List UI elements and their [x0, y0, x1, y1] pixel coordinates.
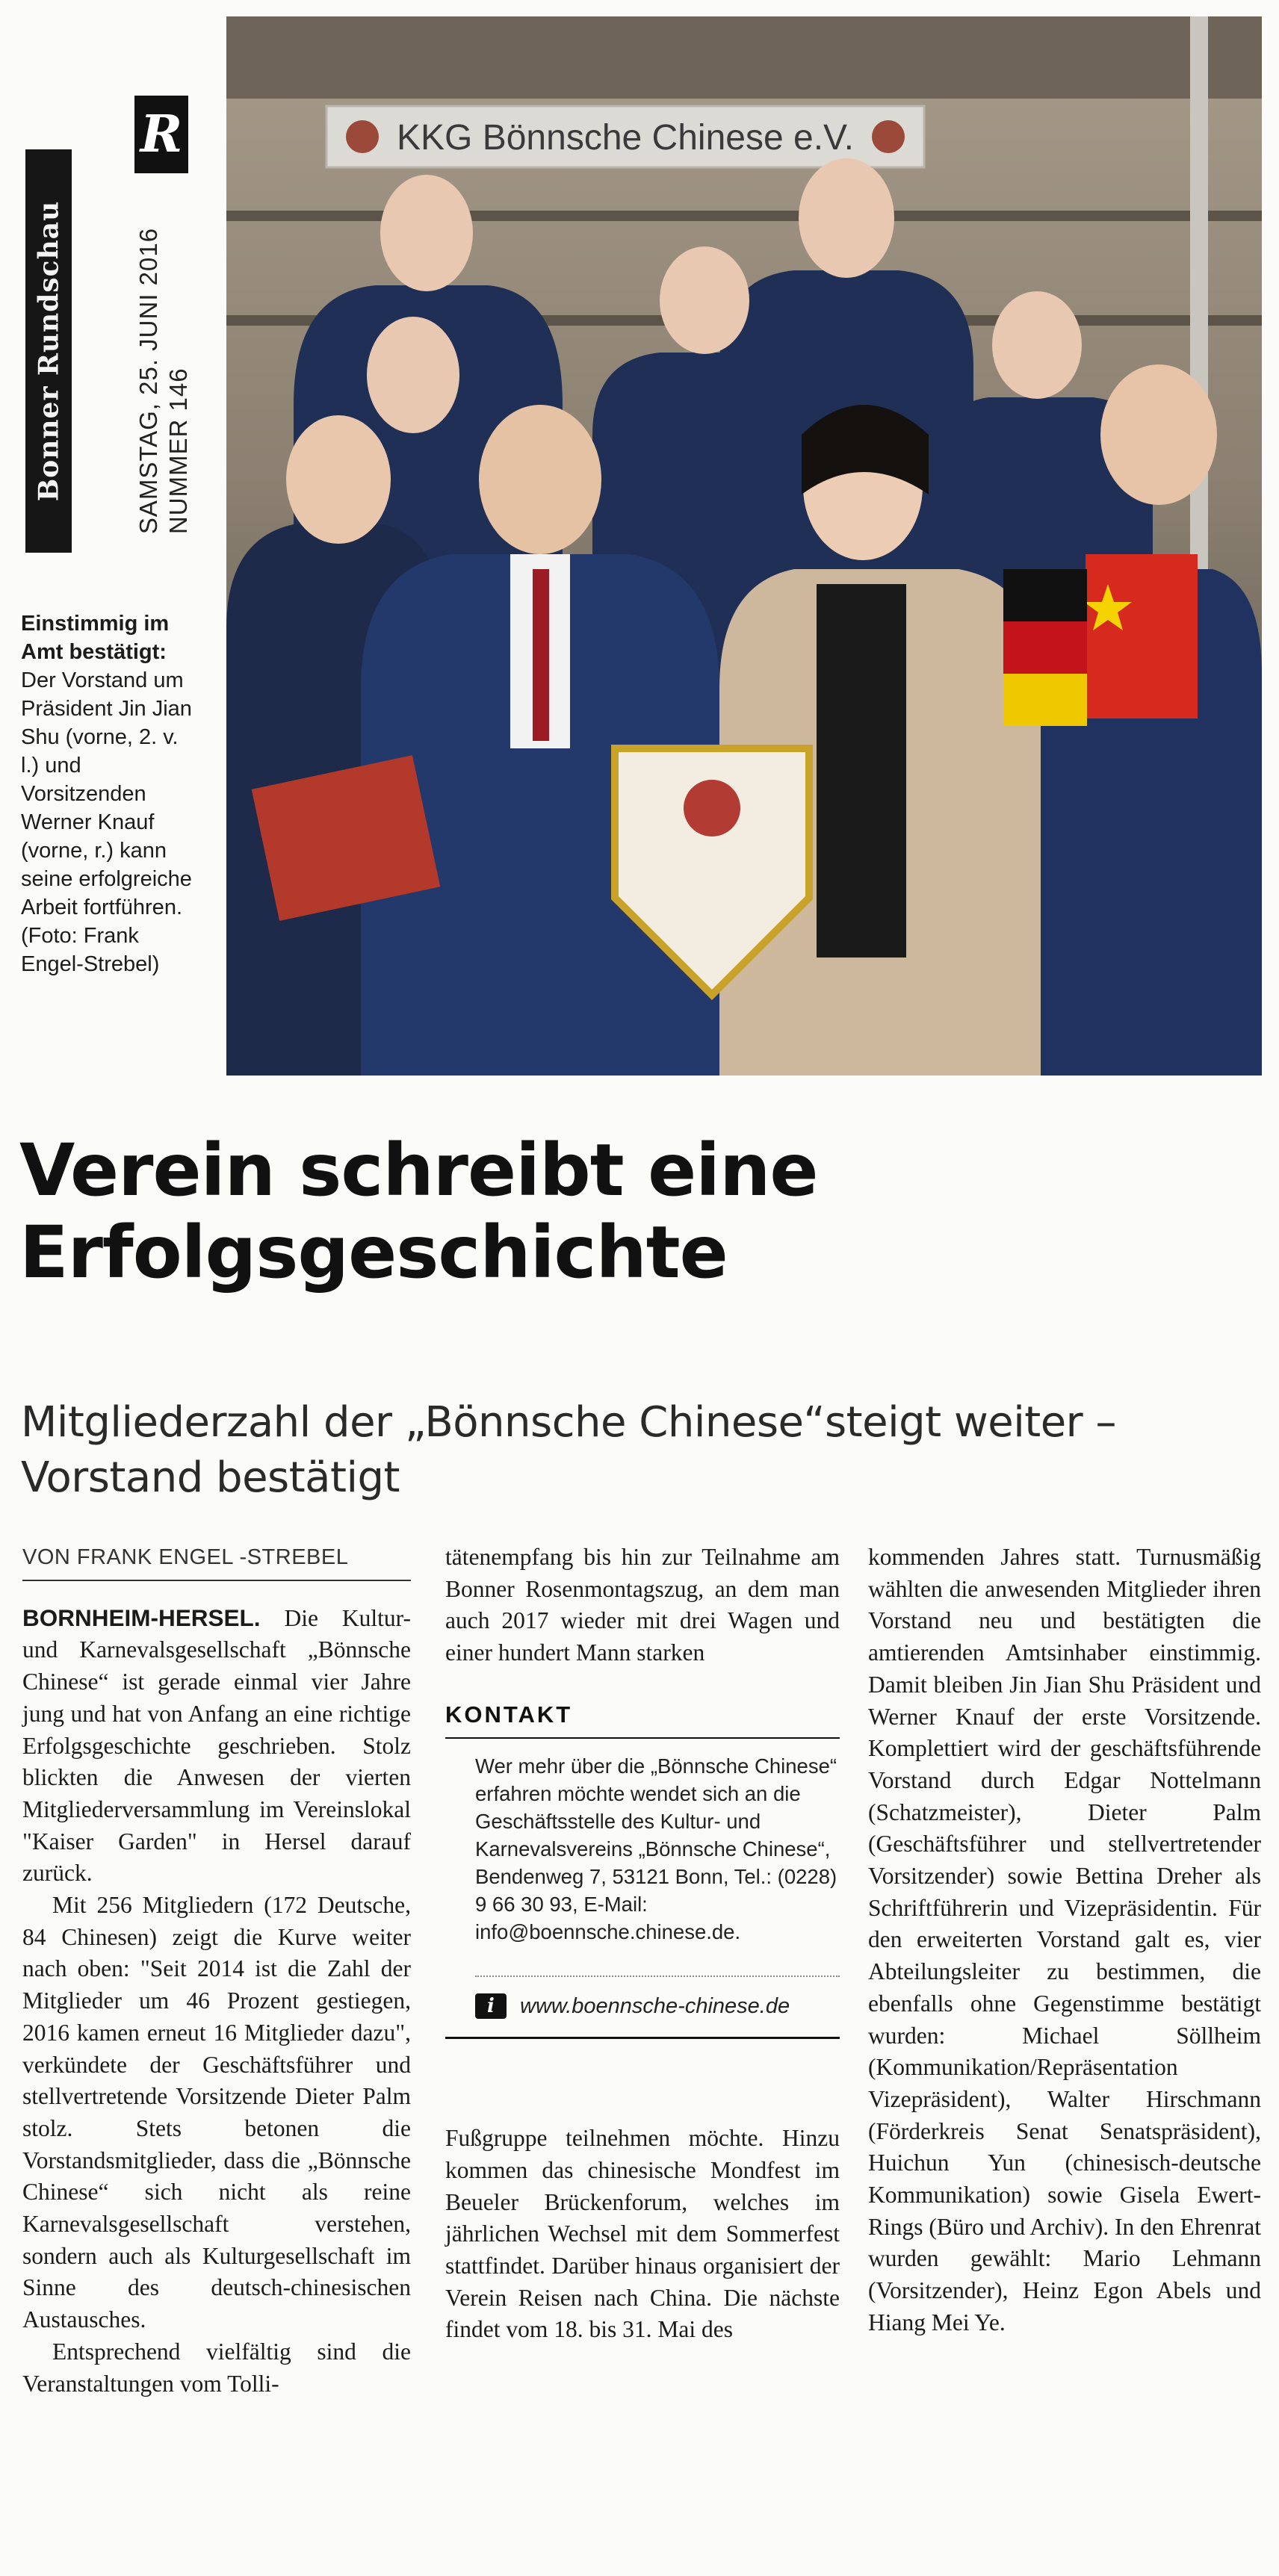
info-icon: i — [475, 1993, 507, 2019]
byline: VON FRANK ENGEL -STREBEL — [22, 1542, 411, 1581]
paragraph: kommenden Jahres statt. Turnusmäßig wählten die anwesenden Mitglieder ihren Vorstand neu und bestätigten die amtierenden Amtsinhaber einstimmig. Damit bleiben Jin Jian Shu Präsident und Werner Knauf der erste Vorsitzende. Komplettiert wird der geschäftsführende Vorstand durch Edgar Nottelmann (Schatzmeister), Dieter Palm (Geschäftsführer und stellvertretender Vorsitzender) sowie Bettina Dreher als Schriftführerin und Vizepräsidentin. Für den erweiterten Vorstand galt es, vier Abteilungsleiter zu bestimmen, die ebenfalls ohne Gegenstimme bestätigt wurden: Michael Söllheim (Kommunikation/Repräsentation Vizepräsident), Walter Hirschmann (Förderkreis Senat Senatspräsident), Huichun Yun (chinesisch-deutsche Kommunikation) sowie Gisela Ewert-Rings (Büro und Archiv). In den Ehrenrat wurden gewählt: Mario Lehmann (Vorsitzender), Heinz Egon Abels und Hiang Mei Ye. — [868, 1544, 1261, 2336]
paragraph: tätenempfang bis hin zur Teilnahme am Bonner Rosenmontagszug, an dem man auch 2017 wieder mit drei Wagen und einer hundert Mann starken — [445, 1544, 840, 1666]
contact-box — [445, 1699, 840, 2039]
article-headline: Verein schreibt eine Erfolgsgeschichte — [19, 1129, 818, 1294]
caption-lead: Einstimmig im Amt bestätigt: — [21, 612, 170, 664]
contact-text: Wer mehr über die „Bönnsche Chinese“ erfahren möchte wendet sich an die Geschäftsstelle des Kultur- und Karnevalsvereins „Bönnsche Chinese“, Bendenweg 7, 53121 Bonn, Tel.: (0228) 9 66 30 93, E-Mail: info@boennsche.chinese.de. — [475, 1754, 837, 1943]
group-photo-illustration — [226, 16, 1262, 1076]
paragraph-text: Die Kultur- und Karnevalsgesellschaft „Bönnsche Chinese“ ist gerade einmal vier Jahre jung und hat von Anfang an eine richtige Erfolgsgeschichte geschrieben. Stolz blickten die Anwesen der vierten Mitgliederversammlung im Vereinslokal "Kaiser Garden" in Hersel darauf zurück. — [22, 1604, 411, 1887]
paragraph: Fußgruppe teilnehmen möchte. Hinzu kommen das chinesische Mondfest im Beueler Brückenforum, welches im jährlichen Wechsel mit dem Sommerfest stattfindet. Darüber hinaus organisiert der Verein Reisen nach China. Die nächste findet vom 18. bis 31. Mai des — [445, 2125, 840, 2343]
paragraph: Entsprechend vielfältig sind die Veranstaltungen vom Tolli- — [22, 2338, 411, 2397]
newspaper-logo: R — [134, 96, 188, 173]
dateline: BORNHEIM-HERSEL. — [22, 1604, 261, 1631]
issue-date-block — [133, 187, 194, 575]
paragraph — [22, 1602, 411, 1890]
contact-website[interactable] — [475, 1976, 840, 2023]
article-subheadline: Mitgliederzahl der „Bönnsche Chinese“steigt weiter – Vorstand bestätigt — [21, 1398, 1116, 1502]
article-column-2 — [445, 1542, 840, 2346]
group-photo — [226, 16, 1262, 1076]
website-link[interactable]: www.boennsche-chinese.de — [520, 1993, 790, 2018]
article-column-3 — [868, 1542, 1261, 2339]
issue-date: SAMSTAG, 25. JUNI 2016 — [134, 227, 162, 535]
photo-caption — [21, 609, 200, 978]
banner-text: KKG Bönnsche Chinese e.V. — [397, 118, 854, 158]
contact-title: KONTAKT — [445, 1699, 840, 1739]
newspaper-name: Bonner Rundschau — [33, 200, 64, 502]
article-column-1 — [22, 1542, 411, 2400]
paragraph: Mit 256 Mitgliedern (172 Deutsche, 84 Chinesen) zeigt die Kurve weiter nach oben: "Seit 2014 ist die Zahl der Mitglieder um 46 Prozent gestiegen, 2016 kamen erneut 16 Mitglieder dazu", verkündete der Geschäftsführer und stellvertretende Vorsitzende Dieter Palm stolz. Stets betonen die Vorstandsmitglieder, dass die „Bönnsche Chinese“ sich nicht als reine Karnevalsgesellschaft verstehen, sondern auch als Kulturgesellschaft im Sinne des deutsch-chinesischen Austausches. — [22, 1892, 411, 2333]
issue-number: NUMMER 146 — [164, 367, 192, 535]
caption-text: Der Vorstand um Präsident Jin Jian Shu (vorne, 2. v. l.) und Vorsitzenden Werner Knauf (vorne, r.) kann seine erfolgreiche Arbeit fortführen. (Foto: Frank Engel-Strebel) — [21, 668, 192, 976]
newspaper-nameplate — [25, 149, 72, 553]
